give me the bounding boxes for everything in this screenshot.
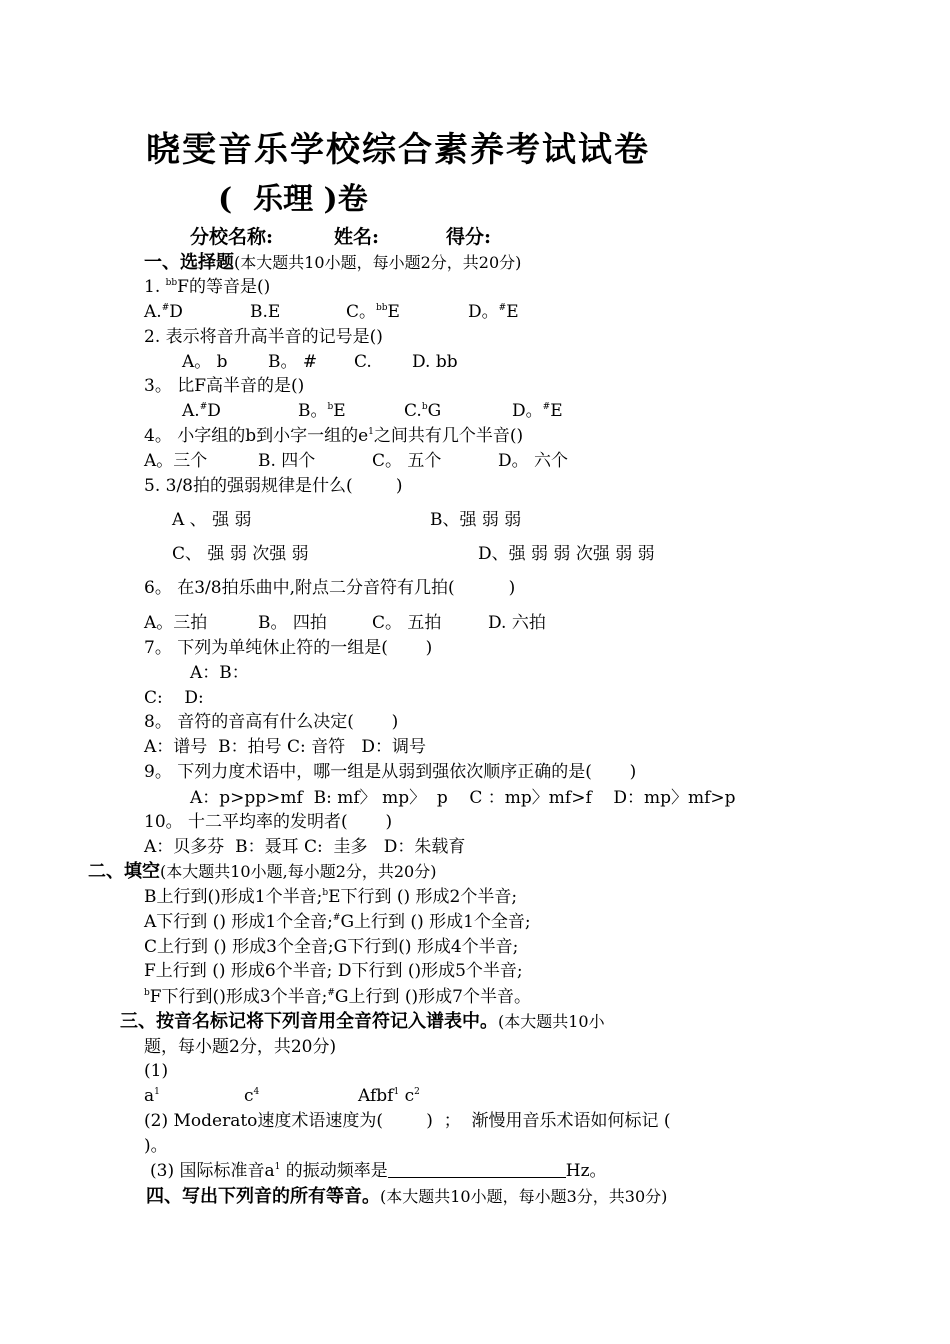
question-1: 1. $^{bb}$F的等音是()	[144, 277, 271, 297]
q3-option-c: C.$^b$G	[404, 401, 442, 421]
q4-option-a: A。三个	[144, 451, 208, 471]
fill-line-3: C上行到 () 形成3个全音;G下行到() 形成4个半音;	[144, 937, 519, 957]
part-1-label: (1)	[144, 1061, 169, 1081]
q2-option-b: B。 #	[268, 352, 318, 372]
fill-line-5: $^b$F下行到()形成3个半音;#G上行到 ()形成7个半音。	[144, 987, 531, 1007]
section4-heading: 四、写出下列音的所有等音。(本大题共10小题，每小题3分，共30分)	[146, 1186, 668, 1207]
q3-option-a: A.#D	[182, 401, 221, 421]
q9-options: A：p>pp>mf B: mf〉 mp〉 p C ：mp〉mf>f D：mp〉mf>p	[190, 788, 736, 808]
q6-option-a: A。三拍	[144, 613, 208, 633]
name-label: 姓名:	[334, 226, 380, 248]
q7-options-cd: C: D:	[144, 688, 204, 708]
q2-option-d: D. bb	[412, 352, 458, 372]
q4-option-b: B. 四个	[258, 451, 316, 471]
q5-option-c: C、 强 弱 次强 弱	[172, 544, 309, 564]
q7-options-ab: A：B：	[190, 663, 249, 683]
note-group: Afbf$^1$ $c^2$	[358, 1086, 420, 1106]
q5-option-d: D、强 弱 弱 次强 弱 弱	[478, 544, 655, 564]
q8-options: A：谱号 B：拍号 C: 音符 D：调号	[144, 737, 426, 757]
section1-heading: 一、选择题(本大题共10小题，每小题2分，共20分)	[144, 252, 522, 273]
question-3: 3。 比F高半音的是()	[144, 376, 305, 396]
q4-option-c: C。 五个	[372, 451, 442, 471]
q1-option-b: B.E	[250, 302, 281, 322]
note-a1: $a^1$	[144, 1086, 160, 1106]
q5-option-a: A 、 强 弱	[172, 510, 252, 530]
q2-option-a: A。 b	[182, 352, 228, 372]
q5-option-b: B、强 弱 弱	[430, 510, 522, 530]
answer-blank[interactable]	[388, 1161, 566, 1178]
q10-options: A：贝多芬 B：聂耳 C: 圭多 D：朱载育	[144, 837, 466, 857]
question-9: 9。 下列力度术语中，哪一组是从弱到强依次顺序正确的是( )	[144, 762, 637, 782]
section2-heading: 二、填空(本大题共10小题,每小题2分，共20分)	[88, 861, 437, 882]
q1-option-a: A.#D	[144, 302, 183, 322]
question-8: 8。 音符的音高有什么决定( )	[144, 712, 399, 732]
section3-heading-cont: 题，每小题2分，共20分)	[144, 1037, 337, 1057]
q1-option-d: D。#E	[468, 302, 519, 322]
fill-line-2: A下行到 () 形成1个全音;#G上行到 () 形成1个全音;	[144, 912, 531, 932]
q3-option-b: B。$^b$E	[298, 401, 346, 421]
part-2-question: (2) Moderato速度术语速度为( ) ； 渐慢用音乐术语如何标记 (	[144, 1111, 671, 1131]
question-6: 6。 在3/8拍乐曲中,附点二分音符有几拍( )	[144, 578, 516, 598]
question-2: 2. 表示将音升高半音的记号是()	[144, 327, 383, 347]
note-c4: $c^4$	[244, 1086, 260, 1106]
q3-option-d: D。#E	[512, 401, 563, 421]
question-7: 7。 下列为单纯休止符的一组是( )	[144, 638, 433, 658]
question-4: 4。 小字组的b到小字一组的$e^1$之间共有几个半音()	[144, 426, 524, 446]
q1-option-c: C。$^{bb}$E	[346, 302, 400, 322]
exam-subtitle: ( 乐理 )卷	[218, 182, 368, 217]
q6-option-b: B。 四拍	[258, 613, 327, 633]
exam-title: 晓雯音乐学校综合素养考试试卷	[146, 130, 650, 170]
question-5: 5. 3/8拍的强弱规律是什么( )	[144, 476, 403, 496]
q4-option-d: D。 六个	[498, 451, 569, 471]
question-10: 10。 十二平均率的发明者( )	[144, 812, 393, 832]
q2-option-c: C.	[354, 352, 372, 372]
part-3-question: (3) 国际标准音$a^1$ 的振动频率是 Hz。	[150, 1161, 607, 1181]
score-label: 得分:	[446, 226, 492, 248]
fill-line-4: F上行到 () 形成6个半音; D下行到 ()形成5个半音;	[144, 961, 523, 981]
school-label: 分校名称:	[190, 226, 274, 248]
part-2-question-end: )。	[144, 1136, 168, 1156]
section3-heading: 三、按音名标记将下列音用全音符记入谱表中。(本大题共10小	[120, 1011, 605, 1032]
q6-option-c: C。 五拍	[372, 613, 442, 633]
q6-option-d: D. 六拍	[488, 613, 546, 633]
fill-line-1: B上行到()形成1个半音;$^b$E下行到 () 形成2个半音;	[144, 887, 518, 907]
